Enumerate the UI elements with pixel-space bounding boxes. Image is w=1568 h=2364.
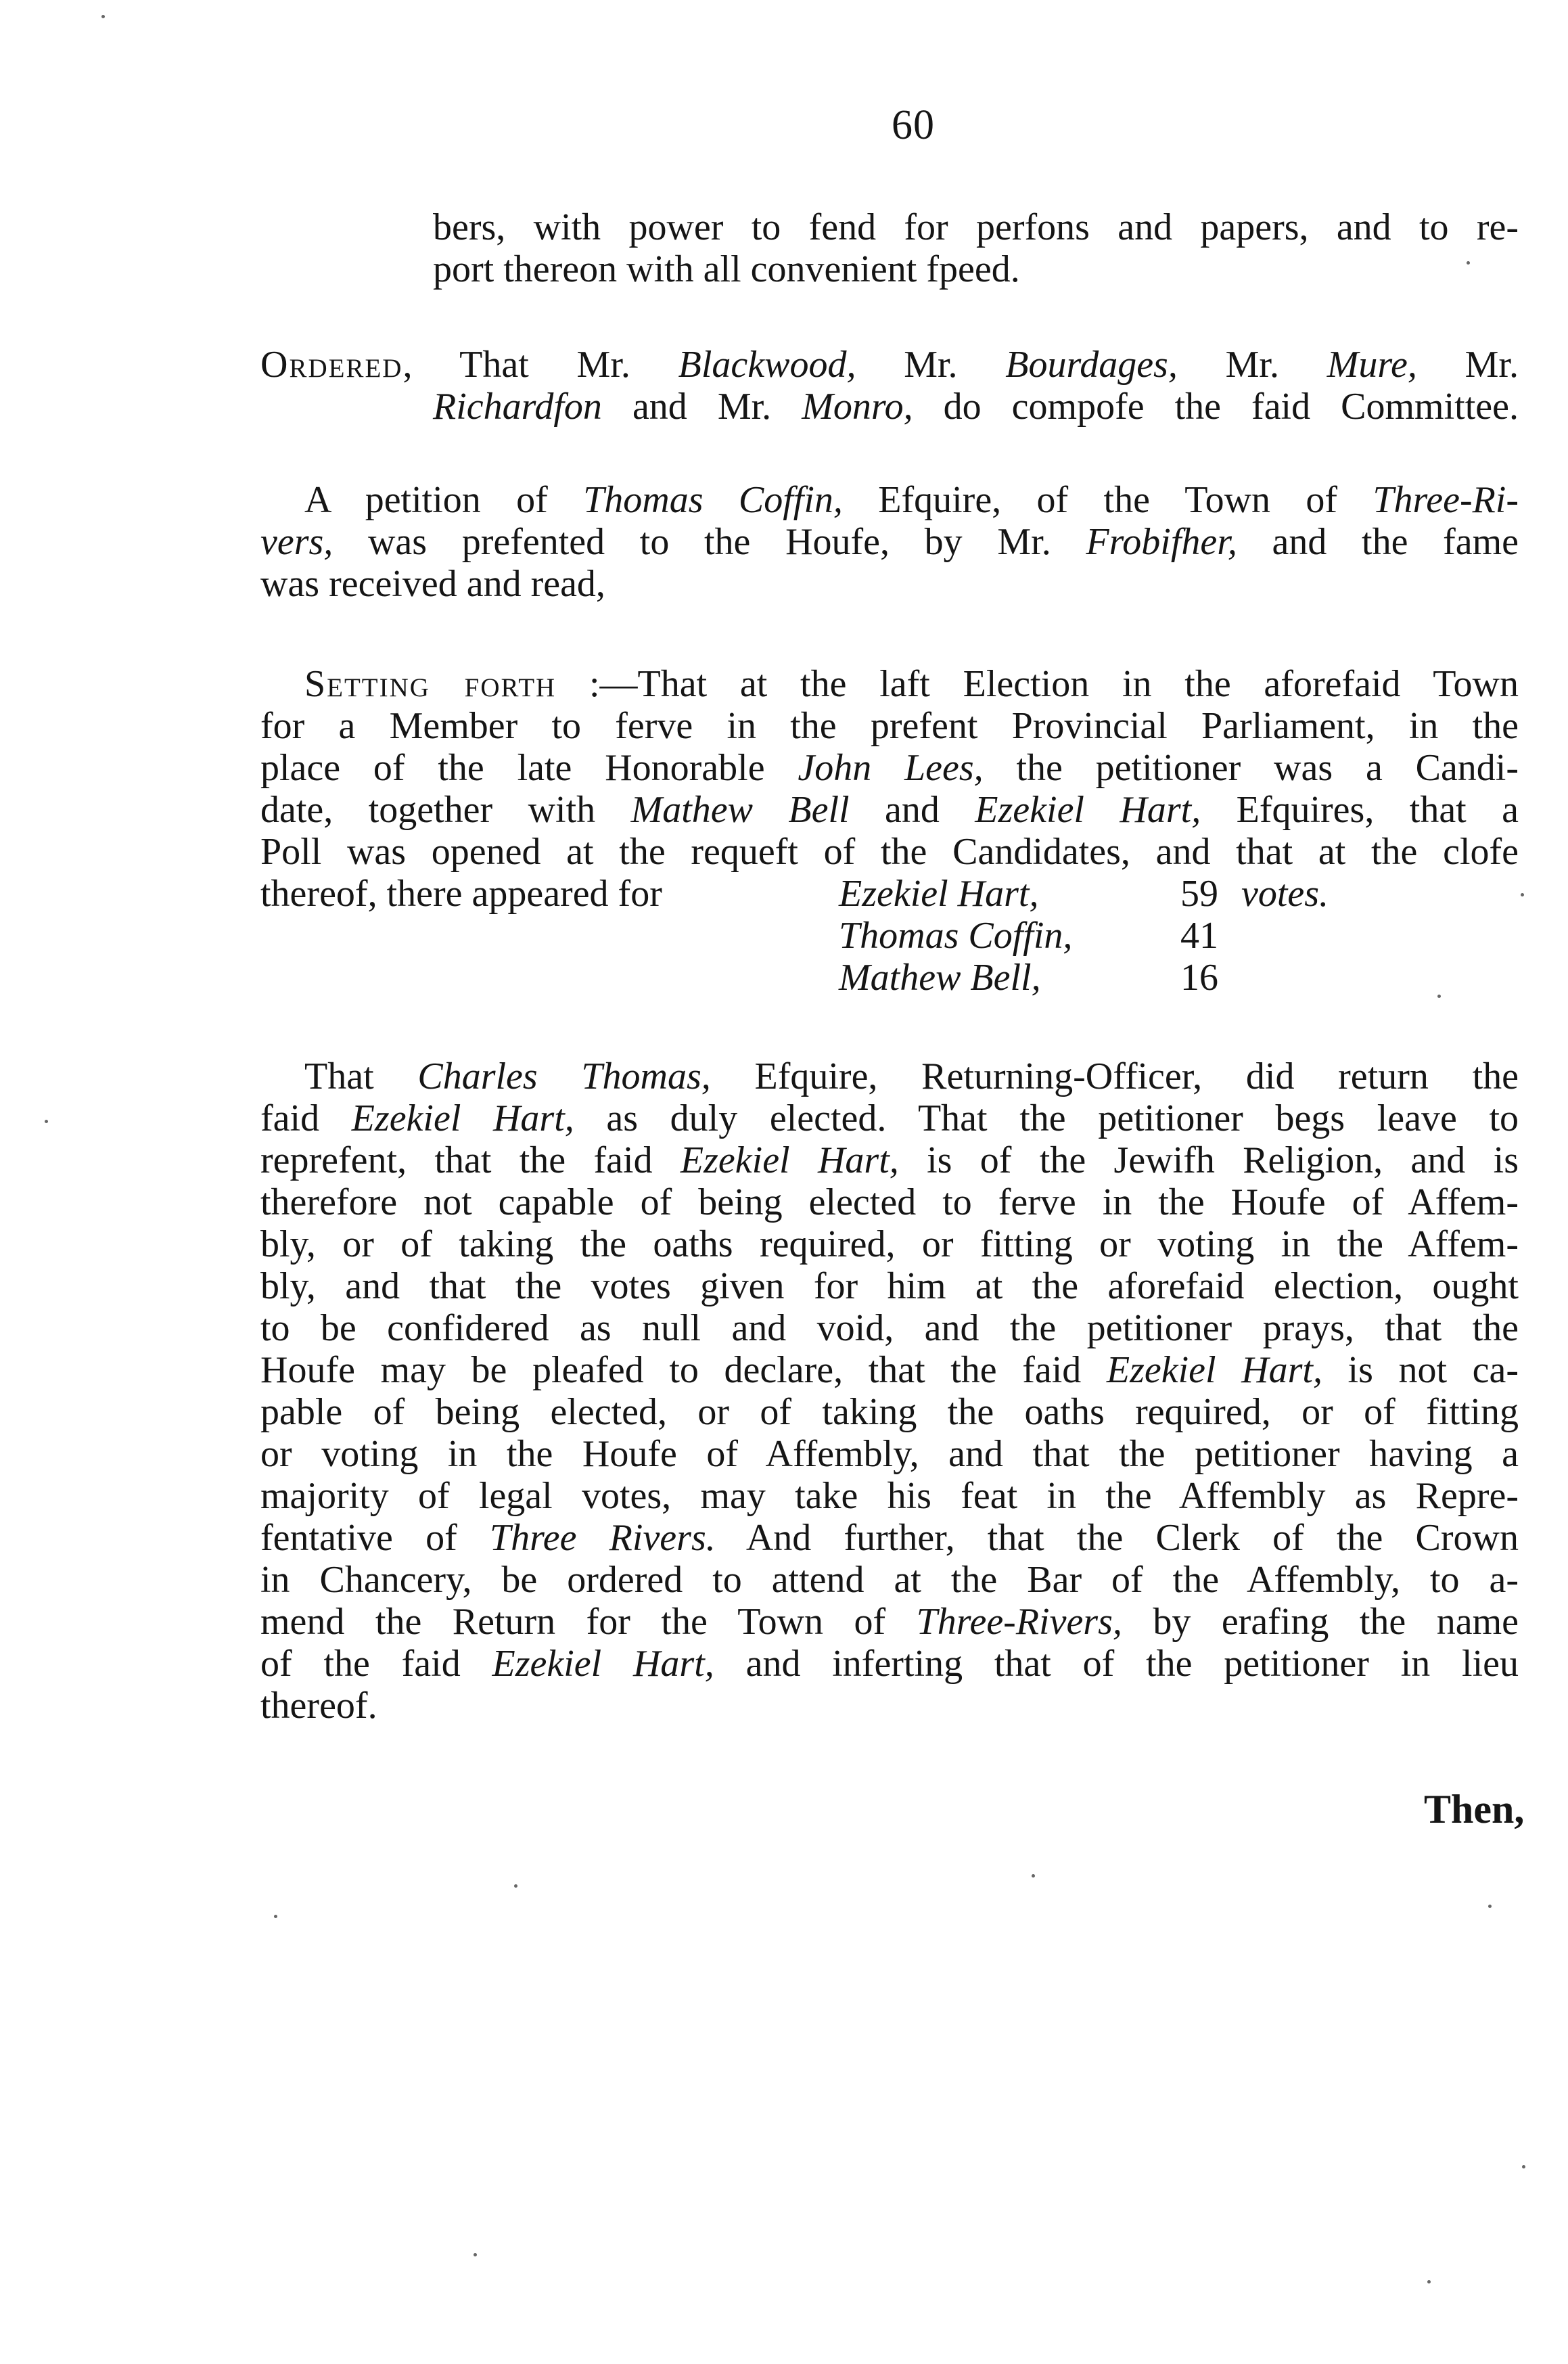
poll-results-table [839, 873, 1329, 999]
text-line: thereof, there appeared for [260, 873, 662, 915]
text-line: bly, or of taking the oaths required, or fitting or voting in the Affem- [260, 1223, 1519, 1265]
poll-row [839, 915, 1329, 957]
paragraph-return-objection [260, 1055, 1519, 1727]
text-line: mend the Return for the Town of Three-Rivers, by erafing the name [260, 1601, 1519, 1643]
person-name: Mathew Bell [630, 789, 850, 831]
scan-speck [1522, 2165, 1525, 2168]
member-name: Blackwood, [678, 344, 856, 386]
text-line: Houfe may be pleafed to declare, that the faid Ezekiel Hart, is not ca- [260, 1349, 1519, 1391]
scan-speck [101, 15, 105, 18]
text-line: Setting forth :—That at the laft Election in the aforefaid Town [304, 663, 1519, 705]
person-name: Charles Thomas, [417, 1055, 711, 1097]
scan-speck [474, 2253, 477, 2256]
paragraph-petition [260, 479, 1519, 605]
text-line: was received and read, [260, 563, 605, 605]
text-line: to be confidered as null and void, and the petitioner prays, that the [260, 1307, 1519, 1349]
text-line: port thereon with all convenient fpeed. [433, 248, 1020, 290]
candidate-name: Mathew Bell, [839, 957, 1041, 999]
paragraph-committee-powers [433, 206, 1519, 290]
text-line: faid Ezekiel Hart, as duly elected. That the petitioner begs leave to [260, 1097, 1519, 1139]
catchword: Then, [1424, 1787, 1525, 1832]
text-line: A petition of Thomas Coffin, Efquire, of the Town of Three-Ri- [304, 479, 1519, 521]
text-line: of the faid Ezekiel Hart, and inferting that of the petitioner in lieu [260, 1643, 1519, 1685]
scan-speck [514, 1884, 517, 1888]
person-name: Ezekiel Hart, [1106, 1349, 1322, 1391]
text-line: majority of legal votes, may take his feat in the Affembly as Repre- [260, 1475, 1519, 1517]
text-line: bly, and that the votes given for him at the aforefaid election, ought [260, 1265, 1519, 1307]
setting-forth-lead: Setting forth [304, 663, 557, 705]
member-name: Bourdages, [1005, 344, 1178, 386]
paragraph-ordered [260, 344, 1519, 428]
text-line: therefore not capable of being elected to ferve in the Houfe of Affem- [260, 1181, 1519, 1223]
poll-row [839, 873, 1329, 915]
member-name: Richardfon [433, 386, 602, 428]
place-name: Three-Ri- [1373, 479, 1519, 521]
place-name: Three Rivers. [489, 1517, 716, 1559]
scan-speck [1032, 1874, 1035, 1878]
text-line: Poll was opened at the requeft of the Candidates, and that at the clofe [260, 831, 1519, 873]
member-name: Mure, [1327, 344, 1417, 386]
text-line: Ordered, That Mr. Blackwood, Mr. Bourdages, Mr. Mure, Mr. [260, 344, 1519, 386]
scan-speck [1521, 893, 1524, 896]
text-line: Richardfon and Mr. Monro, do compofe the faid Committee. [433, 386, 1519, 428]
place-name: vers, [260, 521, 333, 563]
ordered-lead: Ordered [260, 344, 403, 386]
scan-speck [1488, 1905, 1492, 1908]
text-line: date, together with Mathew Bell and Ezekiel Hart, Efquires, that a [260, 789, 1519, 831]
person-name: Ezekiel Hart, [680, 1139, 899, 1181]
scan-speck [274, 1915, 277, 1918]
text-line: reprefent, that the faid Ezekiel Hart, is of the Jewifh Religion, and is [260, 1139, 1519, 1181]
candidate-name: Ezekiel Hart, [839, 873, 1039, 915]
member-name: Monro, [802, 386, 913, 428]
vote-count: 59 [1180, 873, 1218, 915]
text-line: vers, was prefented to the Houfe, by Mr. Frobifher, and the fame [260, 521, 1519, 563]
person-name: Thomas Coffin, [583, 479, 843, 521]
text-line: or voting in the Houfe of Affembly, and that the petitioner having a [260, 1433, 1519, 1475]
person-name: Ezekiel Hart, [351, 1097, 574, 1139]
scan-speck [45, 1120, 48, 1123]
scan-speck [1467, 261, 1470, 265]
vote-unit: votes. [1241, 873, 1329, 915]
text-line: bers, with power to fend for perfons and papers, and to re- [433, 206, 1519, 248]
text-line: place of the late Honorable John Lees, the petitioner was a Candi- [260, 747, 1519, 789]
text-line: fentative of Three Rivers. And further, that the Clerk of the Crown [260, 1517, 1519, 1559]
person-name: John Lees, [798, 747, 984, 789]
text-line: thereof. [260, 1685, 377, 1727]
person-name: Ezekiel Hart, [492, 1643, 714, 1685]
page-number: 60 [892, 102, 935, 148]
text-line: pable of being elected, or of taking the oaths required, or of fitting [260, 1391, 1519, 1433]
vote-count: 16 [1180, 957, 1218, 999]
text-line: That Charles Thomas, Efquire, Returning-Officer, did return the [304, 1055, 1519, 1097]
candidate-name: Thomas Coffin, [839, 915, 1073, 957]
person-name: Ezekiel Hart, [975, 789, 1201, 831]
place-name: Three-Rivers, [916, 1601, 1122, 1643]
scan-speck [1437, 995, 1441, 998]
scan-speck [1427, 2280, 1431, 2283]
text-line: in Chancery, be ordered to attend at the Bar of the Affembly, to a- [260, 1559, 1519, 1601]
person-name: Frobifher, [1086, 521, 1237, 563]
vote-count: 41 [1180, 915, 1218, 957]
text-line: for a Member to ferve in the prefent Provincial Parliament, in the [260, 705, 1519, 747]
poll-row [839, 957, 1329, 999]
